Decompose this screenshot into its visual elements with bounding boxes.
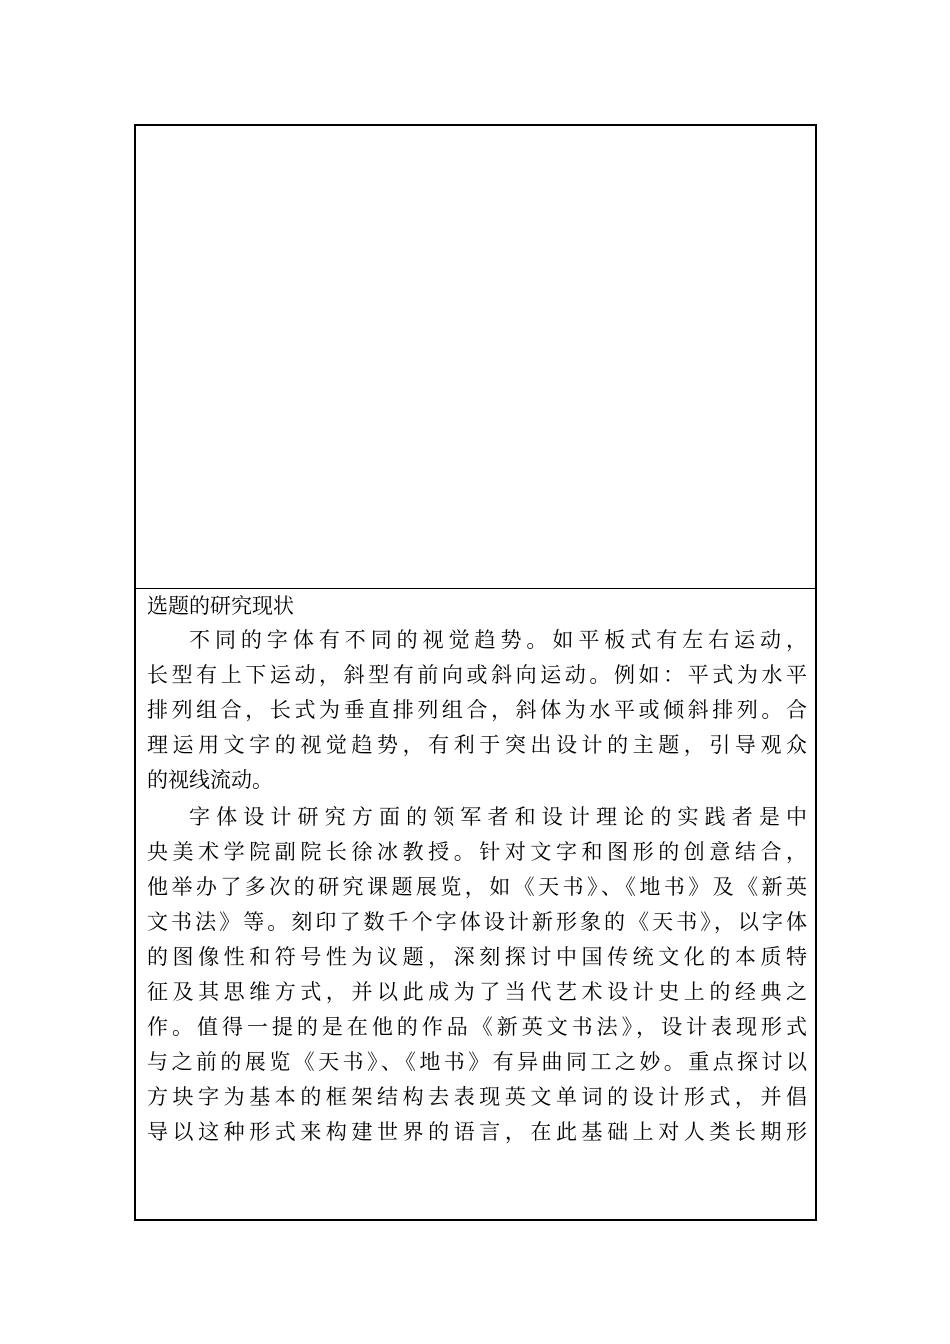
section-heading: 选题的研究现状 (147, 594, 294, 618)
paragraph-2-line: 字体设计研究方面的领军者和设计理论的实践者是中 (189, 805, 807, 829)
blank-cell (136, 126, 815, 588)
paragraph-2-line: 导以这种形式来构建世界的语言，在此基础上对人类长期形 (147, 1120, 807, 1144)
research-status-cell (136, 589, 815, 1219)
form-table (134, 124, 817, 1221)
paragraph-1-line: 不同的字体有不同的视觉趋势。如平板式有左右运动， (189, 628, 807, 652)
paragraph-2-line: 征及其思维方式，并以此成为了当代艺术设计史上的经典之 (147, 980, 807, 1004)
paragraph-2-line: 方块字为基本的框架结构去表现英文单词的设计形式，并倡 (147, 1085, 807, 1109)
paragraph-1-line: 的视线流动。 (147, 768, 273, 792)
paragraph-1-line: 排列组合，长式为垂直排列组合，斜体为水平或倾斜排列。合 (147, 698, 807, 722)
paragraph-1-line: 理运用文字的视觉趋势，有利于突出设计的主题，引导观众 (147, 733, 807, 757)
paragraph-2-line: 文书法》等。刻印了数千个字体设计新形象的《天书》，以字体 (147, 910, 807, 934)
paragraph-2-line: 的图像性和符号性为议题，深刻探讨中国传统文化的本质特 (147, 945, 807, 969)
paragraph-2-line: 作。值得一提的是在他的作品《新英文书法》，设计表现形式 (147, 1015, 807, 1039)
paragraph-2-line: 他举办了多次的研究课题展览，如《天书》、《地书》及《新英 (147, 875, 807, 899)
paragraph-1-line: 长型有上下运动，斜型有前向或斜向运动。例如：平式为水平 (147, 663, 807, 687)
paragraph-2-line: 央美术学院副院长徐冰教授。针对文字和图形的创意结合， (147, 840, 807, 864)
paragraph-2-line: 与之前的展览《天书》、《地书》有异曲同工之妙。重点探讨以 (147, 1050, 807, 1074)
